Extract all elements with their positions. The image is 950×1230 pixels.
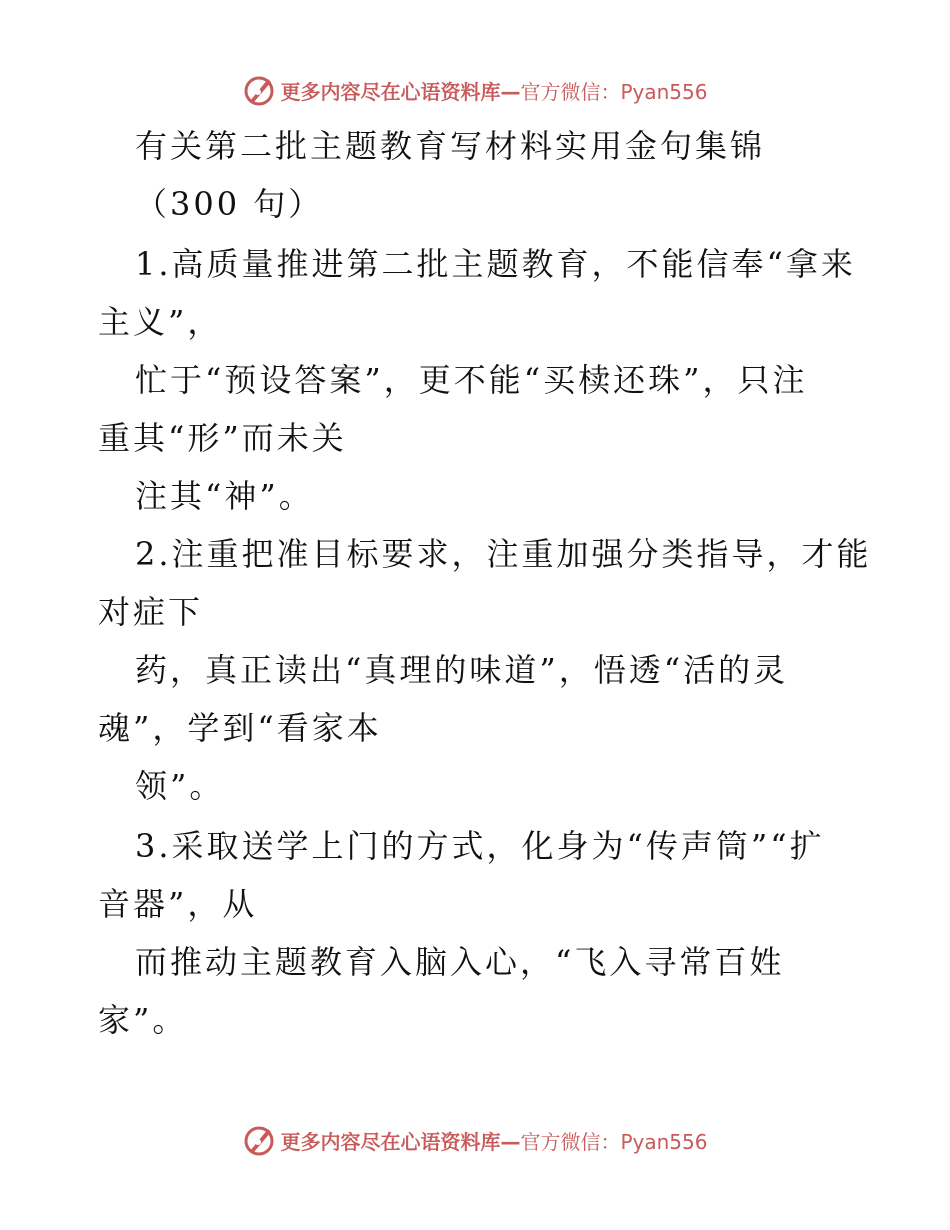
- footer-banner: [0, 1120, 950, 1160]
- paragraph-line: 主义”，: [98, 303, 223, 341]
- banner-wechat: 官方微信：Pyan556: [520, 79, 708, 104]
- paragraph-line: 药，真正读出“真理的味道”，悟透“活的灵: [135, 651, 789, 689]
- banner-text: 更多内容尽在心语资料库—: [280, 1129, 521, 1154]
- paragraph-line: 音器”，从: [98, 885, 258, 923]
- doc-title: 有关第二批主题教育写材料实用金句集锦: [135, 127, 766, 165]
- paragraph-line: 魂”，学到“看家本: [98, 709, 382, 747]
- header-banner: [0, 70, 950, 110]
- banner-text: 更多内容尽在心语资料库—: [280, 79, 521, 104]
- paragraph-line: 对症下: [98, 593, 204, 631]
- paragraph-line: 重其“形”而未关: [98, 419, 347, 457]
- quill-logo-icon: [242, 73, 276, 107]
- doc-subtitle: （300 句）: [135, 185, 324, 223]
- paragraph-line: 而推动主题教育入脑入心，“飞入寻常百姓: [135, 943, 785, 981]
- paragraph-line: 家”。: [98, 1001, 188, 1039]
- paragraph-line: 2.注重把准目标要求，注重加强分类指导，才能: [135, 535, 872, 573]
- paragraph-line: 注其“神”。: [135, 477, 314, 515]
- banner-wechat: 官方微信：Pyan556: [520, 1129, 708, 1154]
- quill-logo-icon: [242, 1123, 276, 1157]
- paragraph-line: 3.采取送学上门的方式，化身为“传声筒”“扩: [135, 827, 825, 865]
- paragraph-line: 1.高质量推进第二批主题教育，不能信奉“拿来: [135, 245, 856, 283]
- paragraph-line: 忙于“预设答案”，更不能“买椟还珠”，只注: [135, 361, 808, 399]
- paragraph-line: 领”。: [135, 767, 225, 805]
